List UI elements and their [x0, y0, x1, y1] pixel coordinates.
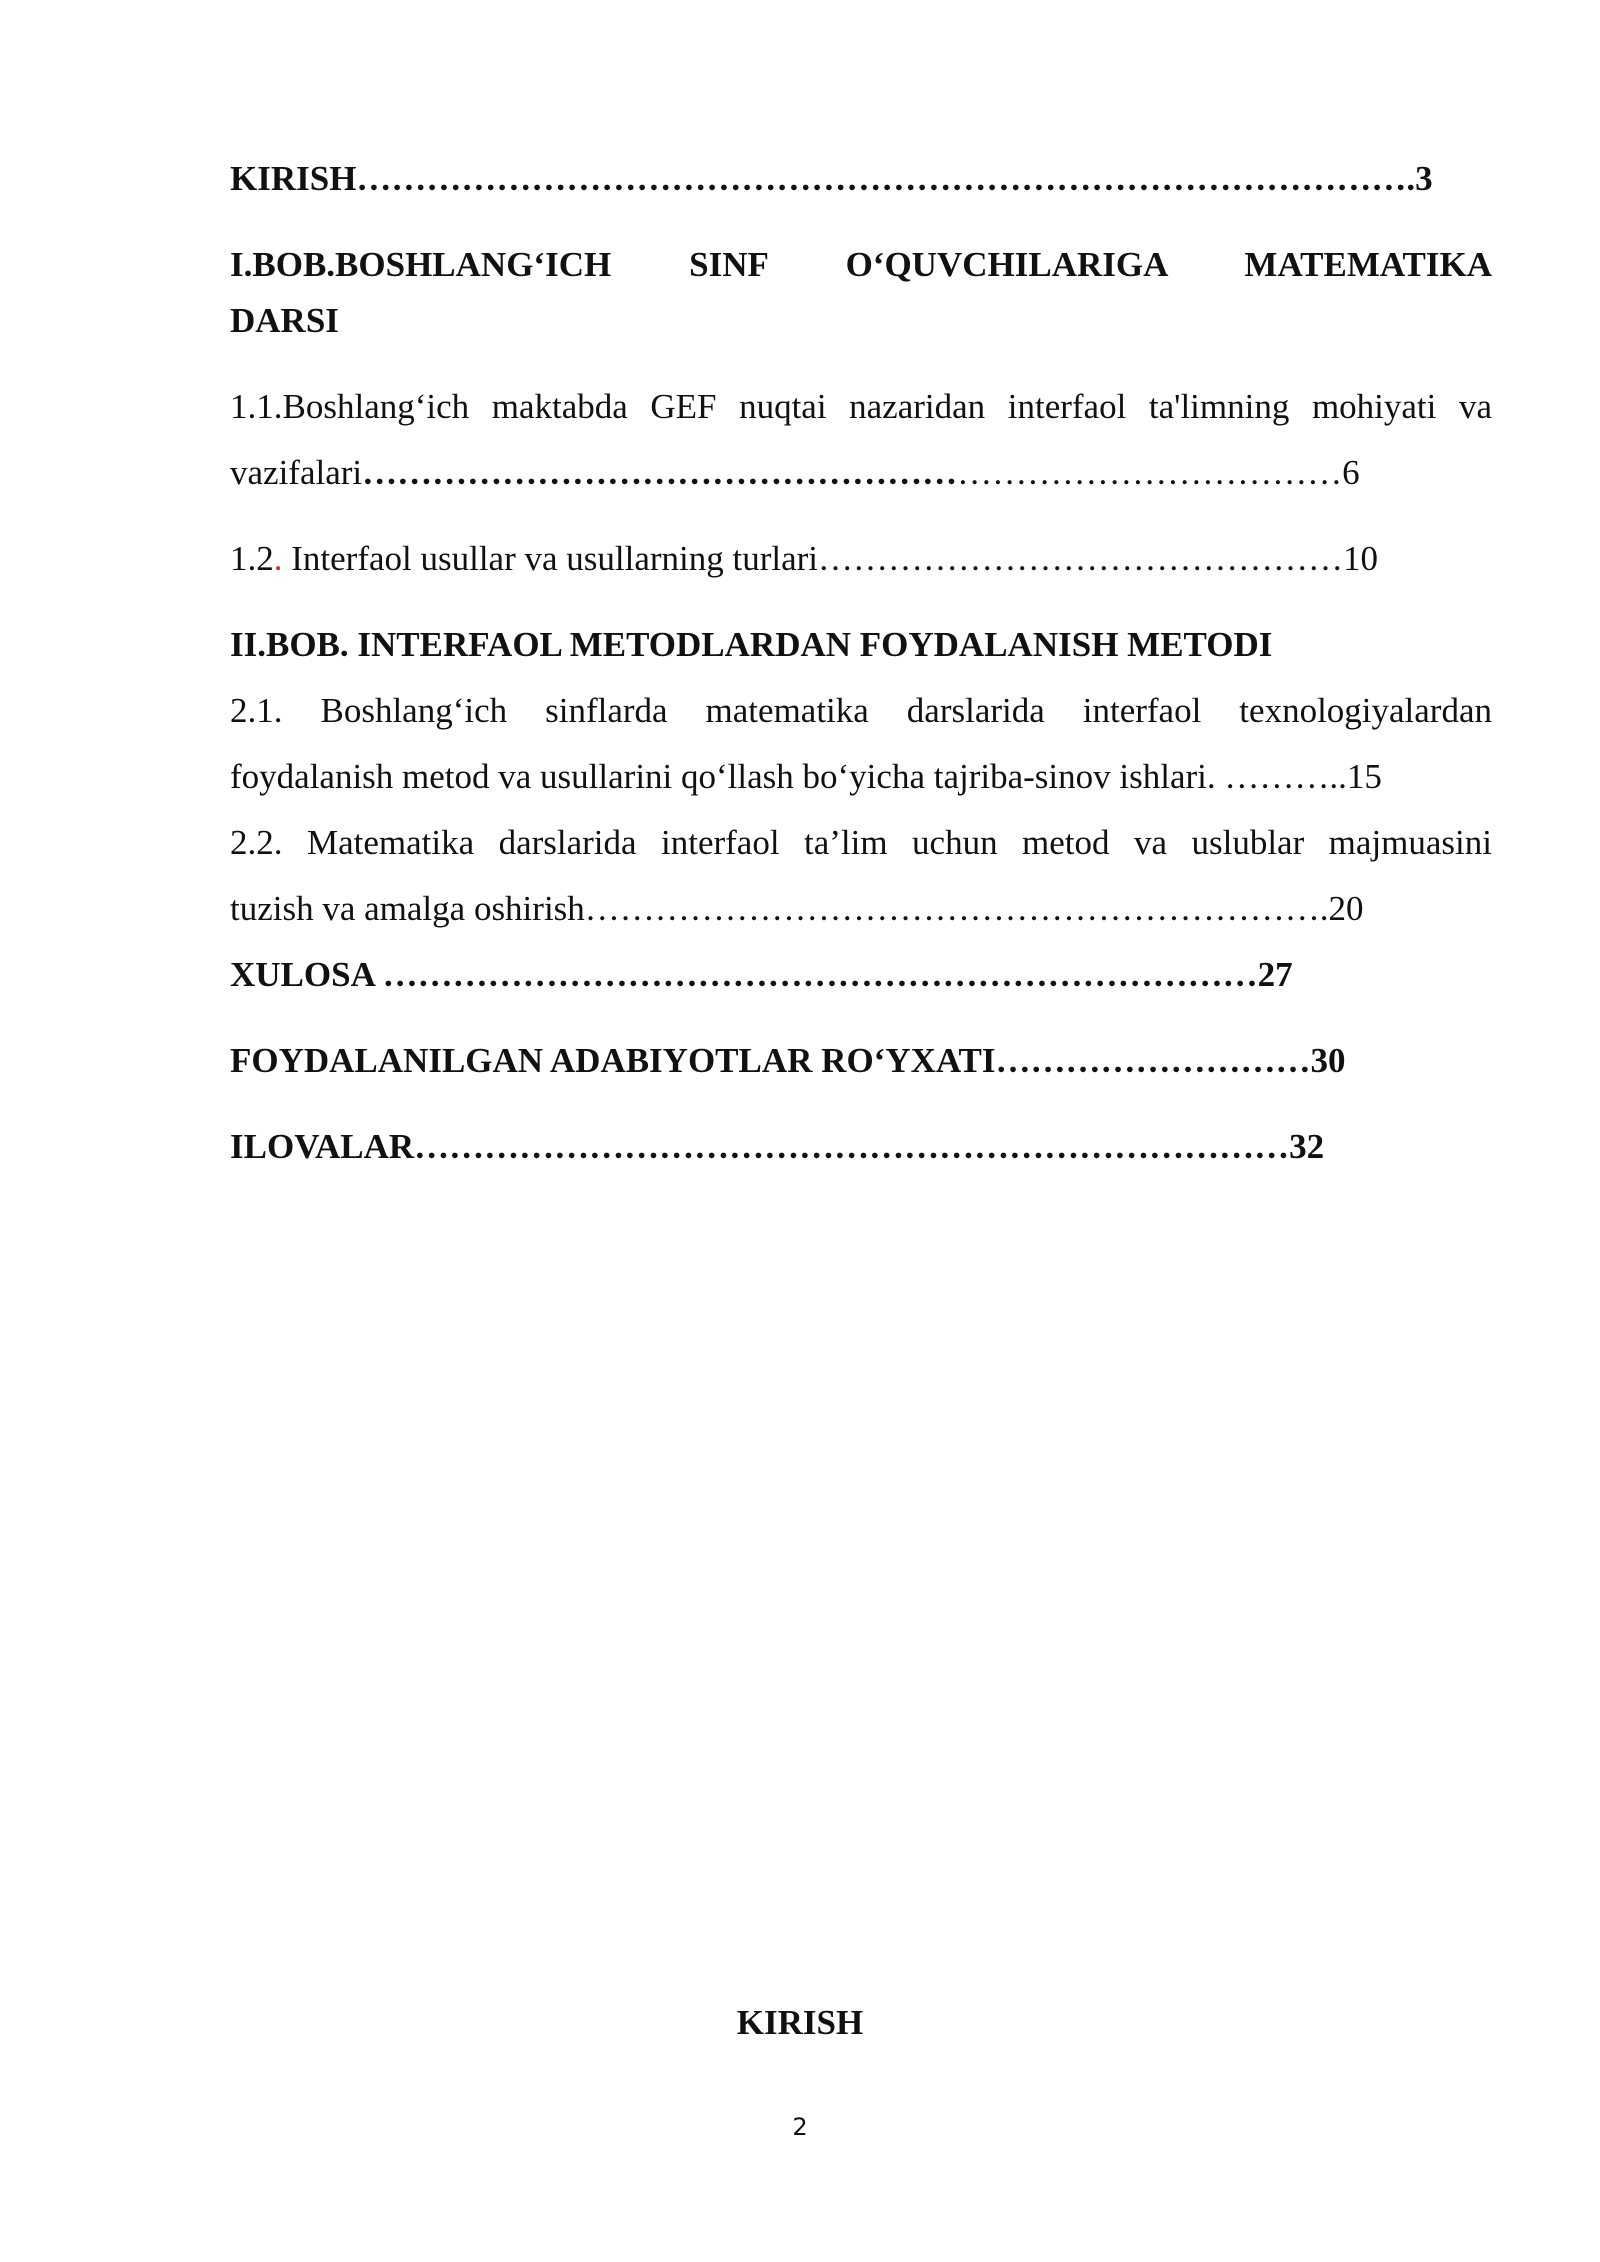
toc-entry-2-1-line1: 2.1. Boshlang‘ich sinflarda matematika darslarida interfaol texnologiyalardan [230, 691, 1492, 730]
toc-entry-2-2-line2: tuzish va amalga oshirish……………………………………………………….20 [230, 889, 1364, 928]
toc-entry-adabiyotlar: FOYDALANILGAN ADABIYOTLAR RO‘YXATI………………………30 [230, 1041, 1346, 1080]
toc-entry-bob1-line1: I.BOB.BOSHLANG‘ICH SINF O‘QUVCHILARIGA MATEMATIKA [230, 245, 1492, 284]
toc-entry-bob2: II.BOB. INTERFAOL METODLARDAN FOYDALANISH METODI [230, 625, 1273, 664]
toc-entry-2-1 [230, 678, 1492, 810]
toc-entry-1-1-text: vazifalari [230, 453, 363, 492]
toc-entry-1-1 [230, 374, 1492, 506]
toc-entry-2-2-line1: 2.2. Matematika darslarida interfaol ta’lim uchun metod va uslublar majmuasini [230, 823, 1492, 862]
toc-entry-bob1 [230, 232, 1492, 354]
toc-entry-1-1-line1: 1.1.Boshlang‘ich maktabda GEF nuqtai nazaridan interfaol ta'limning mohiyati va [230, 387, 1492, 426]
toc-entry-1-1-leader-bold: …………………………………………… [362, 453, 958, 492]
toc-entry-ilovalar: ILOVALAR…………………………………………………………………32 [230, 1127, 1325, 1166]
table-of-contents [230, 146, 1492, 1180]
section-title: KIRISH [736, 2003, 864, 2042]
toc-entry-1-1-line2 [230, 440, 1492, 506]
toc-entry-2-1-line2: foydalanish metod va usullarini qo‘llash bo‘yicha tajriba-sinov ishlari. ………..15 [230, 757, 1382, 796]
toc-entry-2-2 [230, 810, 1492, 942]
toc-entry-1-2-text: Interfaol usullar va usullarning turlari………………………………………10 [282, 539, 1379, 578]
toc-entry-kirish: KIRISH……………………………………………………………………………….3 [230, 159, 1433, 198]
page-number: 2 [792, 2113, 808, 2141]
toc-entry-xulosa: XULOSA …………………………………………………………………27 [230, 955, 1293, 994]
toc-entry-1-2-number: 1.2 [230, 539, 274, 578]
toc-entry-1-2-dot: . [273, 539, 283, 578]
toc-entry-1-2 [230, 526, 1492, 592]
toc-entry-bob1-line2: DARSI [230, 301, 339, 340]
toc-entry-1-1-leader: ……………………………6 [957, 453, 1360, 492]
